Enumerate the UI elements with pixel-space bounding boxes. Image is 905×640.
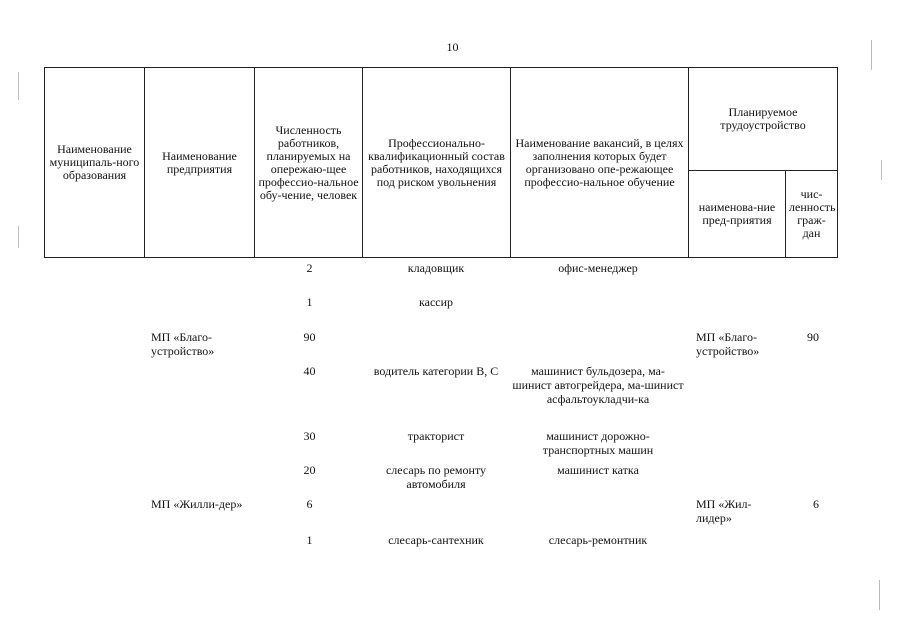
- row-qualification: кассир: [418, 295, 454, 309]
- header-sub-count: чис-ленность граж-дан: [786, 171, 838, 258]
- scan-artifact: [18, 226, 19, 248]
- row-qualification: тракторист: [407, 429, 465, 443]
- row-target-enterprise: МП «Благо-устройство»: [696, 330, 760, 358]
- row-vacancy: машинист бульдозера, ма-шинист автогрейдера, ма-шинист асфальтоукладчи-ка: [512, 364, 684, 406]
- page-number: 10: [446, 40, 459, 54]
- header-workers-count: Численность работников, планируемых на опережаю-щее профессио-нальное обу-чение, человек: [255, 68, 363, 258]
- row-target-enterprise: МП «Жил-лидер»: [696, 497, 752, 525]
- row-count: 30: [303, 429, 316, 443]
- row-count: 40: [303, 364, 316, 378]
- row-count: 20: [303, 463, 316, 477]
- row-vacancy: машинист дорожно-транспортных машин: [542, 429, 654, 457]
- header-enterprise: Наименование предприятия: [145, 68, 255, 258]
- row-vacancy: офис-менеджер: [558, 261, 638, 275]
- scan-artifact: [18, 72, 19, 100]
- header-qualification: Профессионально-квалификационный состав работников, находящихся под риском увольнения: [363, 68, 511, 258]
- row-qualification: кладовщик: [407, 261, 465, 275]
- header-sub-enterprise: наименова-ние пред-приятия: [689, 171, 786, 258]
- row-count: 1: [306, 533, 313, 547]
- row-count: 6: [306, 497, 313, 511]
- row-qualification: слесарь по ремонту автомобиля: [385, 463, 487, 491]
- row-enterprise: МП «Жилли-дер»: [151, 497, 243, 511]
- row-target-count: 90: [807, 330, 819, 344]
- row-vacancy: слесарь-ремонтник: [548, 533, 648, 547]
- header-vacancies: Наименование вакансий, в целях заполнения которых будет организовано опе-режающее профессио-нальное обучение: [511, 68, 689, 258]
- header-planned-employment: Планируемое трудоустройство: [689, 68, 838, 171]
- row-qualification: слесарь-сантехник: [388, 533, 484, 547]
- row-count: 2: [306, 261, 313, 275]
- row-count: 90: [303, 330, 316, 344]
- table-header: [44, 67, 838, 258]
- scan-artifact: [871, 40, 872, 70]
- scan-artifact: [879, 580, 880, 610]
- row-enterprise: МП «Благо-устройство»: [151, 330, 215, 358]
- row-qualification: водитель категории В, С: [373, 364, 499, 378]
- row-target-count: 6: [813, 497, 819, 511]
- header-municipality: Наименование муниципаль-ного образования: [45, 68, 145, 258]
- row-count: 1: [306, 295, 313, 309]
- scan-artifact: [881, 160, 882, 180]
- row-vacancy: машинист катка: [557, 463, 639, 477]
